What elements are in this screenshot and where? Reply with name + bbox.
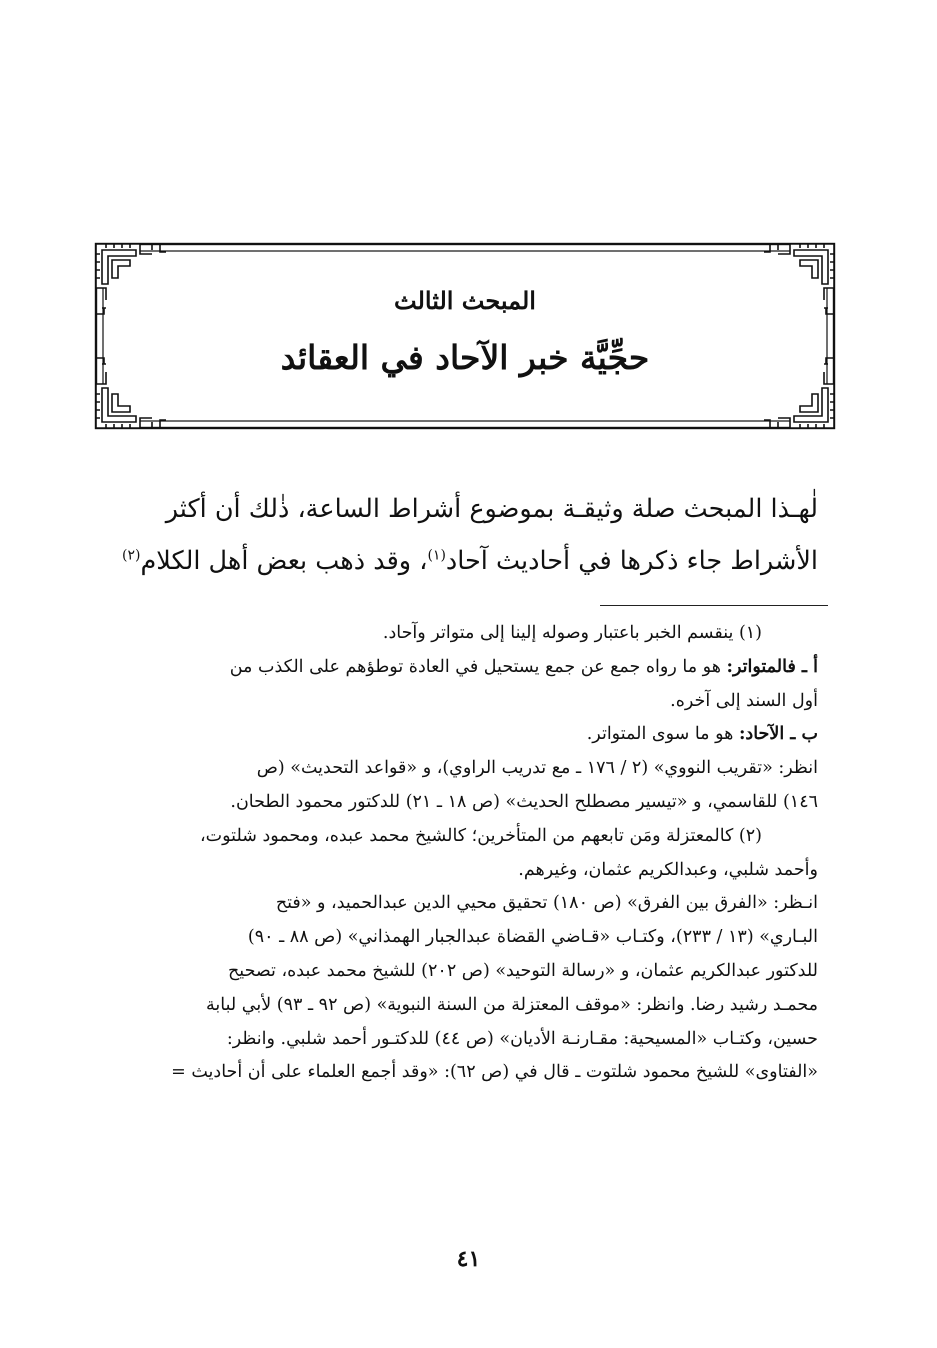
footnote-2-reference: محمـد رشيد رضا. وانظر: «موقف المعتزلة من السنة النبوية» (ص ٩٢ ـ ٩٣) لأبي لبابة	[206, 994, 818, 1015]
body-paragraph	[98, 483, 818, 587]
body-line-2	[98, 535, 818, 587]
footnote-1-mutawatir	[100, 651, 818, 685]
footnote-ref-2: (٢)	[122, 547, 141, 564]
footnote-2-reference: حسين، وكتـاب «المسيحية: مقـارنـة الأديان» (ص ٤٤) للدكتـور أحمد شلبي. وانظر:	[226, 1028, 818, 1049]
footnote-1-reference-cont: ١٤٦) للقاسمي، و «تيسير مصطلح الحديث» (ص ١٨ ـ ٢١) للدكتور محمود الطحان.	[230, 791, 818, 812]
footnotes	[100, 617, 818, 1090]
footnote-1-reference: انظر: «تقريب النووي» (٢ / ١٧٦ ـ مع تدريب الراوي)، و «قواعد التحديث» (ص	[256, 758, 818, 779]
body-line-2-start: الأشراط جاء ذكرها في أحاديث آحاد	[445, 546, 818, 576]
body-line-2-middle: ، وقد ذهب بعض أهل الكلام	[140, 546, 428, 576]
footnote-2-line: (٢) كالمعتزلة ومَن تابعهم من المتأخرين؛ كالشيخ محمد عبده، ومحمود شلتوت،	[200, 825, 762, 846]
section-title: حجِّيَّة خبر الآحاد في العقائد	[280, 338, 650, 377]
mutawatir-text: هو ما رواه جمع عن جمع يستحيل في العادة توطؤهم على الكذب من	[229, 656, 727, 677]
footnote-2-line: وأحمد شلبي، وعبدالكريم عثمان، وغيرهم.	[518, 859, 818, 880]
body-line-1: لٰهـذا المبحث صلة وثيقـة بموضوع أشراط الساعة، ذٰلك أن أكثر	[165, 494, 818, 524]
footnote-ref-1: (١)	[427, 547, 446, 564]
footnote-1-ahad	[100, 718, 818, 752]
footnote-separator	[600, 605, 828, 606]
section-label: المبحث الثالث	[394, 286, 536, 315]
footnote-2-reference: انـظر: «الفرق بين الفرق» (ص ١٨٠) تحقيق محيي الدين عبدالحميد، و «فتح	[275, 893, 818, 914]
footnote-2-reference: «الفتاوى» للشيخ محمود شلتوت ـ قال في (ص ٦٢): «وقد أجمع العلماء على أن أحاديث =	[171, 1062, 818, 1083]
footnote-1-mutawatir-cont: أول السند إلى آخره.	[670, 690, 818, 711]
chapter-heading	[92, 240, 838, 432]
ahad-label: ب ـ الآحاد:	[738, 724, 818, 745]
mutawatir-label: أ ـ فالمتواتر:	[726, 656, 818, 677]
page-number: ٤١	[456, 1246, 481, 1272]
ornamental-title-frame	[92, 240, 838, 432]
footnote-2-reference: البـاري» (١٣ / ٢٣٣)، وكتـاب «قـاضي القضاة عبدالجبار الهمذاني» (ص ٨٨ ـ ٩٠)	[247, 927, 818, 948]
footnote-2-reference: للدكتور عبدالكريم عثمان، و «رسالة التوحيد» (ص ٢٠٢) للشيخ محمد عبده، تصحيح	[228, 960, 818, 981]
ahad-text: هو ما سوى المتواتر.	[586, 724, 739, 745]
footnote-1-line: (١) ينقسم الخبر باعتبار وصوله إلينا إلى متواتر وآحاد.	[382, 623, 762, 643]
